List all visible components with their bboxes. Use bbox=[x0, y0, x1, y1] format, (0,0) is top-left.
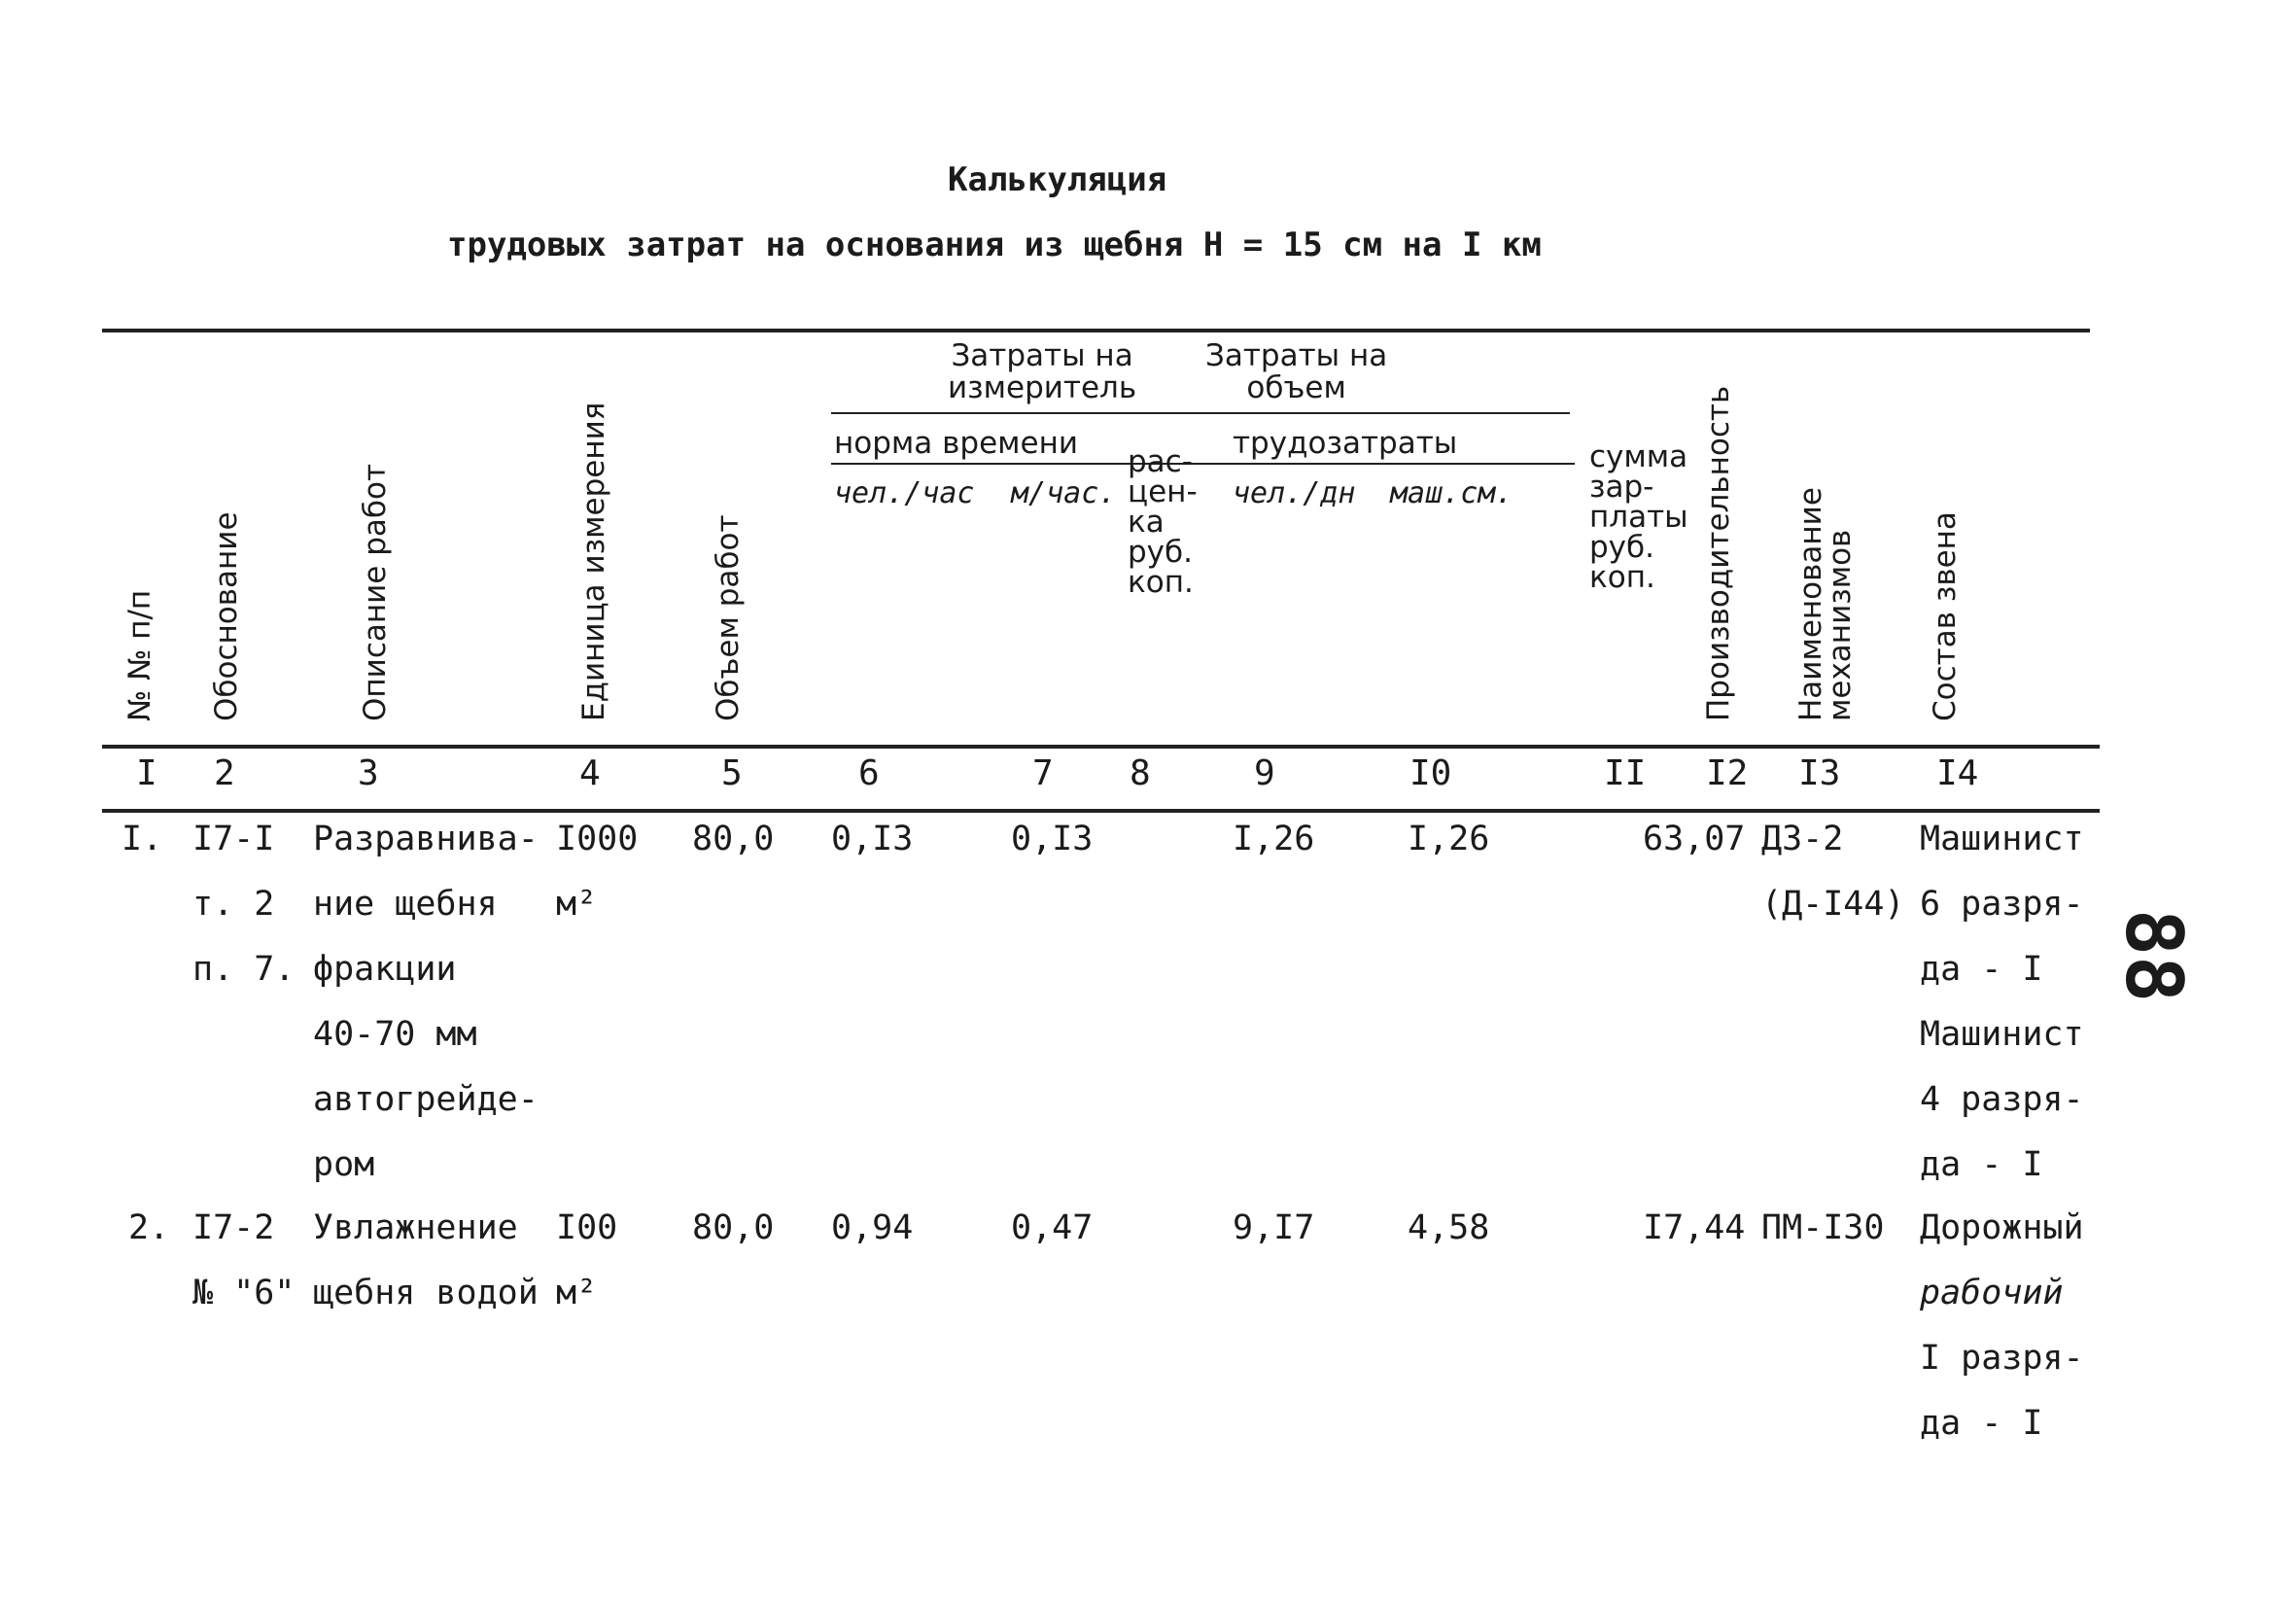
row1-wage-sum: 63,07 bbox=[1643, 820, 1746, 858]
row2-crew-line3: I разря- bbox=[1920, 1339, 2084, 1378]
colnum-14: I4 bbox=[1936, 753, 1979, 793]
colnum-10: I0 bbox=[1409, 753, 1452, 793]
header-group-measure bbox=[948, 340, 1136, 404]
colnum-11: II bbox=[1604, 753, 1647, 793]
colnum-8: 8 bbox=[1130, 753, 1151, 793]
header-machine-shifts: маш.см. bbox=[1390, 476, 1513, 510]
header-group-volume bbox=[1205, 340, 1387, 404]
row1-crew bbox=[1920, 807, 2084, 1198]
row1-machine-shifts: I,26 bbox=[1408, 820, 1490, 858]
header-unit: Единица измерения bbox=[576, 402, 611, 721]
header-man-hours: чел./час bbox=[834, 476, 975, 510]
rate-line2: цен- bbox=[1128, 474, 1198, 509]
row1-man-days: I,26 bbox=[1233, 820, 1315, 858]
header-bottom-rule bbox=[102, 745, 2100, 749]
row2-unit bbox=[556, 1196, 617, 1326]
row2-volume: 80,0 bbox=[692, 1208, 775, 1247]
header-mechanisms bbox=[1793, 487, 1858, 721]
row1-unit-sub: м² bbox=[556, 885, 598, 924]
row1-man-hours: 0,I3 bbox=[831, 820, 914, 858]
header-man-days: чел./дн bbox=[1233, 476, 1356, 510]
row1-desc-line6: ром bbox=[313, 1145, 375, 1184]
row1-number: I. bbox=[122, 820, 163, 858]
row1-crew-line1: Машинист bbox=[1920, 820, 2084, 858]
row2-crew-line4: да - I bbox=[1920, 1404, 2043, 1443]
rate-line1: рас- bbox=[1128, 444, 1193, 479]
colnum-2: 2 bbox=[214, 753, 235, 793]
header-rate bbox=[1128, 444, 1198, 600]
header-mechanisms-line1: Наименование bbox=[1793, 487, 1828, 721]
row2-basis-line2: № "6" bbox=[192, 1274, 296, 1312]
row1-basis bbox=[192, 807, 295, 1002]
row2-desc-line1: Увлажнение bbox=[313, 1208, 518, 1247]
colnum-4: 4 bbox=[579, 753, 601, 793]
row1-basis-line1: I7-I bbox=[192, 820, 275, 858]
rate-line5: коп. bbox=[1128, 565, 1194, 600]
row2-mechanism bbox=[1761, 1196, 1884, 1261]
row1-basis-line3: п. 7. bbox=[192, 950, 296, 989]
group-measure-line1: Затраты на bbox=[951, 338, 1133, 373]
row1-unit-value: I000 bbox=[556, 820, 639, 858]
wage-line5: коп. bbox=[1589, 560, 1655, 595]
header-basis: Обоснование bbox=[209, 511, 244, 721]
row2-crew-line1: Дорожный bbox=[1920, 1208, 2084, 1247]
document-title: Калькуляция bbox=[948, 160, 1167, 199]
row2-machine-hours: 0,47 bbox=[1011, 1208, 1094, 1247]
row1-machine-hours: 0,I3 bbox=[1011, 820, 1094, 858]
group-volume-line2: объем bbox=[1246, 370, 1346, 405]
wage-line3: платы bbox=[1589, 500, 1688, 535]
row2-machine-shifts: 4,58 bbox=[1408, 1208, 1490, 1247]
row1-desc-line1: Разравнива- bbox=[313, 820, 539, 858]
colnum-12: I2 bbox=[1706, 753, 1749, 793]
document-subtitle: трудовых затрат на основания из щебня Н = 15 см на I км bbox=[447, 226, 1542, 264]
row2-wage-sum: I7,44 bbox=[1643, 1208, 1746, 1247]
header-productivity: Производительность bbox=[1701, 385, 1736, 721]
row2-man-days: 9,I7 bbox=[1233, 1208, 1315, 1247]
row1-mech-line2: (Д-I44) bbox=[1761, 885, 1905, 924]
row1-crew-line5: 4 разря- bbox=[1920, 1080, 2084, 1119]
group-header-rule bbox=[831, 412, 1570, 414]
row2-unit-value: I00 bbox=[556, 1208, 618, 1247]
row1-mech-line1: ДЗ-2 bbox=[1761, 820, 1844, 858]
row2-basis-line1: I7-2 bbox=[192, 1208, 275, 1247]
row1-desc-line2: ние щебня bbox=[313, 885, 498, 924]
row1-mechanism bbox=[1761, 807, 1905, 937]
wage-line1: сумма bbox=[1589, 439, 1688, 474]
rate-line3: ка bbox=[1128, 505, 1165, 540]
row1-desc-line4: 40-70 мм bbox=[313, 1015, 477, 1054]
colnum-3: 3 bbox=[358, 753, 379, 793]
row2-crew bbox=[1920, 1196, 2084, 1456]
row1-desc-line3: фракции bbox=[313, 950, 457, 989]
colnum-7: 7 bbox=[1032, 753, 1054, 793]
header-volume: Объем работ bbox=[711, 514, 746, 721]
row2-mech-line1: ПМ-I30 bbox=[1761, 1208, 1885, 1247]
row1-crew-line2: 6 разря- bbox=[1920, 885, 2084, 924]
group-measure-line2: измеритель bbox=[948, 370, 1137, 405]
table-top-rule bbox=[102, 329, 2090, 332]
row1-description bbox=[313, 807, 539, 1198]
header-norm-time: норма времени bbox=[834, 426, 1079, 461]
header-crew: Состав звена bbox=[1928, 511, 1963, 721]
colnum-13: I3 bbox=[1798, 753, 1841, 793]
header-labor: трудозатраты bbox=[1233, 426, 1458, 461]
colnum-6: 6 bbox=[858, 753, 880, 793]
row1-crew-line6: да - I bbox=[1920, 1145, 2043, 1184]
row2-description bbox=[313, 1196, 539, 1326]
colnum-5: 5 bbox=[721, 753, 743, 793]
group-volume-line1: Затраты на bbox=[1205, 338, 1388, 373]
colnum-9: 9 bbox=[1254, 753, 1275, 793]
header-row-number: № № п/п bbox=[122, 589, 157, 721]
header-mechanisms-line2: механизмов bbox=[1823, 529, 1858, 721]
colnum-1: I bbox=[136, 753, 157, 793]
header-description: Описание работ bbox=[358, 463, 393, 721]
rate-line4: руб. bbox=[1128, 535, 1193, 570]
row2-crew-line2: рабочий bbox=[1920, 1274, 2064, 1312]
row1-crew-line4: Машинист bbox=[1920, 1015, 2084, 1054]
row1-volume: 80,0 bbox=[692, 820, 775, 858]
row2-man-hours: 0,94 bbox=[831, 1208, 914, 1247]
wage-line4: руб. bbox=[1589, 530, 1654, 565]
row1-crew-line3: да - I bbox=[1920, 950, 2043, 989]
row2-basis bbox=[192, 1196, 295, 1326]
row2-unit-sub: м² bbox=[556, 1274, 598, 1312]
row2-desc-line2: щебня водой bbox=[313, 1274, 539, 1312]
row1-basis-line2: т. 2 bbox=[192, 885, 275, 924]
row1-unit bbox=[556, 807, 638, 937]
subheader-rule bbox=[831, 463, 1575, 465]
row1-desc-line5: автогрейде- bbox=[313, 1080, 539, 1119]
page-number: 88 bbox=[2108, 909, 2199, 1003]
header-wage-sum bbox=[1589, 439, 1688, 595]
header-machine-hours: м/час. bbox=[1011, 476, 1117, 510]
row2-number: 2. bbox=[128, 1208, 170, 1247]
wage-line2: зар- bbox=[1589, 470, 1654, 505]
